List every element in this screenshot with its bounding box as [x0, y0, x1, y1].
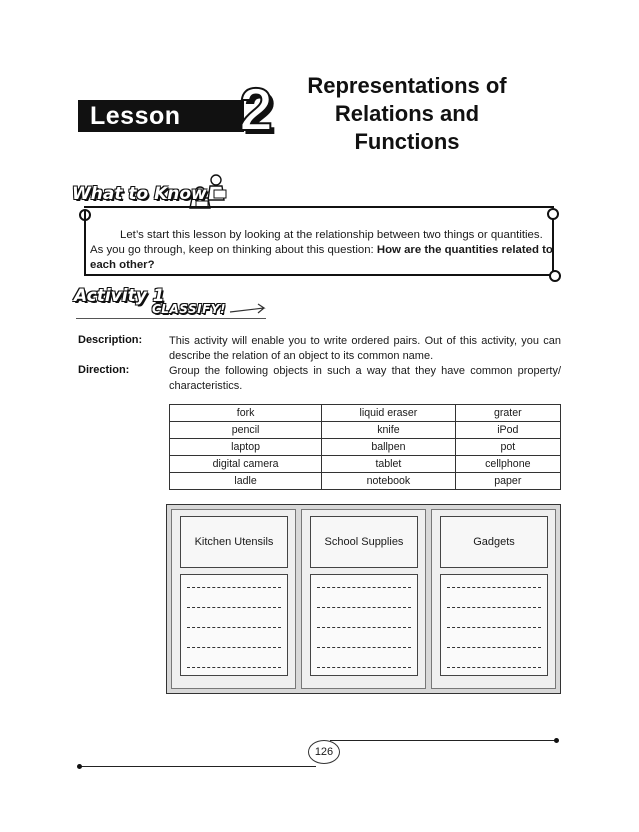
- table-cell: pencil: [170, 422, 322, 439]
- divider: [84, 206, 554, 208]
- table-row: [170, 439, 561, 456]
- lesson-title-line: Functions: [354, 129, 460, 154]
- lesson-title-line: Representations of: [307, 73, 507, 98]
- footer-dot: [77, 764, 82, 769]
- table-cell: ladle: [170, 473, 322, 490]
- arrow-icon: [228, 302, 274, 316]
- activity-subtitle: CLASSIFY!: [152, 302, 226, 316]
- table-row: [170, 422, 561, 439]
- table-cell: notebook: [322, 473, 455, 490]
- intro-paragraph: [90, 228, 555, 273]
- description-label: Description:: [78, 334, 143, 346]
- category-heading: Kitchen Utensils: [180, 516, 288, 568]
- divider: [76, 318, 266, 319]
- footer-dot: [554, 738, 559, 743]
- category-column-school: [301, 509, 426, 689]
- table-cell: knife: [322, 422, 455, 439]
- table-cell: cellphone: [455, 456, 560, 473]
- table-row: [170, 456, 561, 473]
- direction-label: Direction:: [78, 364, 130, 376]
- answer-lines[interactable]: [180, 574, 288, 676]
- lesson-number: 2: [239, 76, 273, 143]
- divider: [84, 274, 552, 276]
- table-row: [170, 405, 561, 422]
- category-heading: School Supplies: [310, 516, 418, 568]
- lesson-title-line: Relations and: [334, 101, 480, 126]
- objects-table: [169, 404, 561, 490]
- table-cell: iPod: [455, 422, 560, 439]
- table-cell: laptop: [170, 439, 322, 456]
- table-cell: paper: [455, 473, 560, 490]
- intro-text: Let’s start this lesson by looking at the relationship between two things or quantities. As you go through, keep on thinking about this question:: [90, 229, 543, 256]
- what-to-know-tag: What to Know: [72, 184, 207, 204]
- answer-lines[interactable]: [440, 574, 548, 676]
- classification-board: [166, 504, 561, 694]
- table-cell: tablet: [322, 456, 455, 473]
- page-number: 126: [308, 740, 340, 764]
- activity-tag: Activity 1: [74, 286, 165, 306]
- table-cell: pot: [455, 439, 560, 456]
- table-cell: liquid eraser: [322, 405, 455, 422]
- table-cell: digital camera: [170, 456, 322, 473]
- bullet-ring-icon: [547, 208, 559, 220]
- category-heading: Gadgets: [440, 516, 548, 568]
- intro-question: How are the quantities related to each other?: [90, 244, 553, 271]
- table-cell: grater: [455, 405, 560, 422]
- divider: [84, 210, 86, 276]
- table-cell: ballpen: [322, 439, 455, 456]
- category-column-kitchen: [171, 509, 296, 689]
- lesson-title: [282, 72, 532, 156]
- table-row: [170, 473, 561, 490]
- direction-text: Group the following objects in such a way that they have common property/ characteristics.: [169, 365, 561, 392]
- answer-lines[interactable]: [310, 574, 418, 676]
- category-column-gadgets: [431, 509, 556, 689]
- table-cell: fork: [170, 405, 322, 422]
- description-text: This activity will enable you to write ordered pairs. Out of this activity, you can describe the relation of an object to its common name.: [169, 335, 561, 362]
- footer-rule: [80, 766, 316, 767]
- lesson-label: Lesson: [78, 100, 244, 132]
- footer-rule: [330, 740, 556, 741]
